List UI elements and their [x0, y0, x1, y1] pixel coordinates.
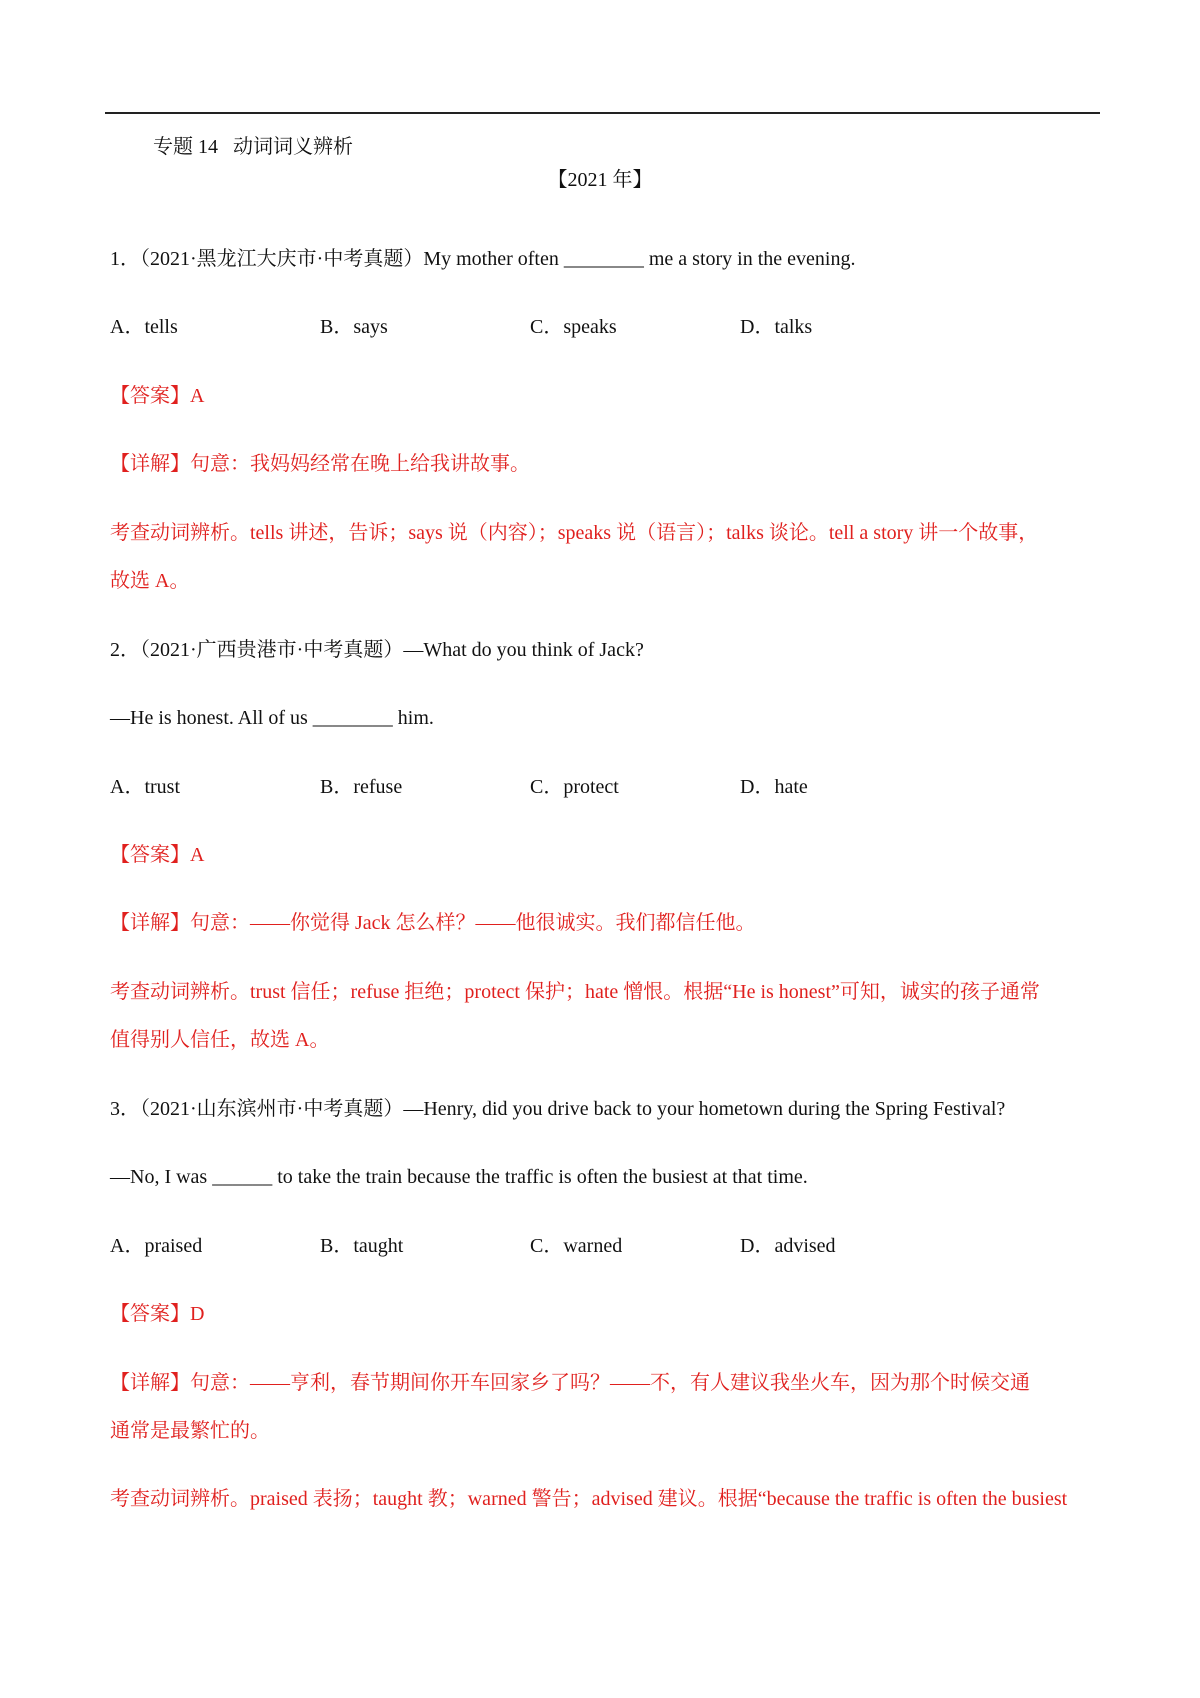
- question-2-answer: 【答案】A: [110, 844, 205, 866]
- option-b: B．refuse: [320, 776, 403, 798]
- question-3-detail: 【详解】句意：——亨利，春节期间你开车回家乡了吗？——不，有人建议我坐火车，因为那个时候交通: [110, 1372, 1030, 1394]
- question-1-analysis-cont: 故选 A。: [110, 570, 190, 592]
- question-1-analysis: 考查动词辨析。tells 讲述，告诉；says 说（内容）；speaks 说（语言）；talks 谈论。tell a story 讲一个故事，: [110, 522, 1039, 544]
- question-2-stem-reply: —He is honest. All of us ________ him.: [110, 707, 434, 729]
- question-2-stem: 2．（2021·广西贵港市·中考真题）—What do you think of Jack?: [110, 639, 644, 661]
- question-3-answer: 【答案】D: [110, 1303, 205, 1325]
- question-3-stem: 3．（2021·山东滨州市·中考真题）—Henry, did you drive back to your hometown during the Spring Festival?: [110, 1098, 1006, 1120]
- question-3-analysis: 考查动词辨析。praised 表扬；taught 教；warned 警告；advised 建议。根据“because the traffic is often the busiest: [110, 1488, 1068, 1510]
- question-3-stem-reply: —No, I was ______ to take the train because the traffic is often the busiest at that time.: [110, 1166, 808, 1188]
- question-1-answer: 【答案】A: [110, 385, 205, 407]
- header-rule: [105, 112, 1100, 114]
- option-d: D．hate: [740, 776, 808, 798]
- question-2-detail: 【详解】句意：——你觉得 Jack 怎么样？——他很诚实。我们都信任他。: [110, 912, 756, 934]
- option-a: A．trust: [110, 776, 180, 798]
- option-d: D．talks: [740, 316, 813, 338]
- option-a: A．tells: [110, 316, 178, 338]
- option-b: B．taught: [320, 1235, 404, 1257]
- option-c: C．speaks: [530, 316, 617, 338]
- question-1-stem: 1．（2021·黑龙江大庆市·中考真题）My mother often ________ me a story in the evening.: [110, 248, 856, 270]
- document-title: 专题 14 动词词义辨析: [153, 136, 353, 158]
- option-b: B．says: [320, 316, 388, 338]
- option-d: D．advised: [740, 1235, 836, 1257]
- option-a: A．praised: [110, 1235, 203, 1257]
- question-2-analysis: 考查动词辨析。trust 信任；refuse 拒绝；protect 保护；hate 憎恨。根据“He is honest”可知，诚实的孩子通常: [110, 981, 1040, 1003]
- option-c: C．protect: [530, 776, 619, 798]
- question-3-detail-cont: 通常是最繁忙的。: [110, 1420, 270, 1442]
- section-heading: 【2021 年】: [547, 169, 653, 191]
- question-1-detail: 【详解】句意：我妈妈经常在晚上给我讲故事。: [110, 453, 530, 475]
- question-2-analysis-cont: 值得别人信任，故选 A。: [110, 1029, 330, 1051]
- option-c: C．warned: [530, 1235, 623, 1257]
